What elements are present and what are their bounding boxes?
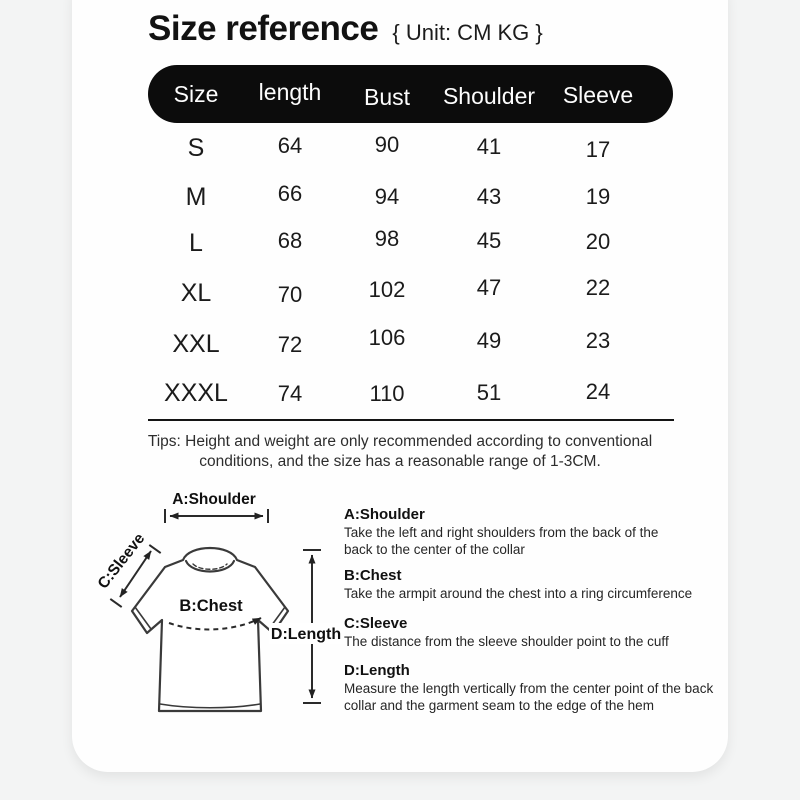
size-cell: XXXL: [164, 379, 228, 407]
page-title-row: [148, 9, 543, 49]
shoulder-cell: 49: [476, 328, 502, 353]
bust-cell: 98: [374, 226, 400, 251]
shoulder-cell: 51: [476, 380, 502, 405]
shoulder-cell: 43: [476, 184, 502, 209]
chest-label: B:Chest: [179, 597, 243, 615]
guide-body: Measure the length vertically from the center point of the back collar and the garment seam to the edge of the hem: [344, 681, 714, 713]
measure-guide: [344, 506, 740, 723]
length-cell: 68: [277, 228, 303, 253]
sleeve-cell: 20: [585, 229, 611, 254]
sleeve-cell: 22: [585, 275, 611, 300]
guide-body: Take the left and right shoulders from the back of the back to the center of the collar: [344, 525, 659, 557]
tshirt-measure-diagram: [85, 483, 345, 733]
size-cell: M: [185, 183, 207, 211]
shoulder-cell: 47: [476, 275, 502, 300]
length-label: D:Length: [270, 626, 342, 643]
shoulder-cell: 45: [476, 228, 502, 253]
page-title: Size reference: [148, 9, 379, 48]
column-header-size: Size: [173, 81, 219, 107]
length-cell: 64: [277, 133, 303, 158]
size-cell: XXL: [172, 330, 220, 358]
bust-cell: 102: [368, 277, 406, 302]
guide-item-length: [344, 662, 740, 714]
tshirt-outline-icon: [132, 548, 288, 711]
length-cell: 74: [277, 381, 303, 406]
guide-heading: B:Chest: [344, 567, 402, 584]
column-header-length: length: [258, 79, 322, 105]
bust-cell: 106: [368, 325, 406, 350]
guide-heading: A:Shoulder: [344, 506, 425, 523]
length-cell: 72: [277, 332, 303, 357]
column-header-shoulder: Shoulder: [442, 83, 536, 109]
length-cell: 66: [277, 181, 303, 206]
guide-body: Take the armpit around the chest into a ring circumference: [344, 586, 693, 601]
size-cell: S: [187, 134, 205, 162]
guide-heading: C:Sleeve: [344, 614, 408, 632]
guide-item-sleeve: [344, 615, 740, 651]
column-header-sleeve: Sleeve: [562, 82, 634, 108]
sleeve-cell: 17: [585, 137, 611, 162]
shoulder-cell: 41: [476, 134, 502, 159]
table-divider: [148, 419, 674, 421]
sleeve-cell: 23: [585, 328, 611, 353]
bust-cell: 94: [374, 184, 400, 209]
bust-cell: 90: [374, 132, 400, 157]
size-table-header: [148, 65, 673, 123]
sleeve-cell: 19: [585, 184, 611, 209]
guide-item-chest: [344, 567, 740, 603]
sleeve-cell: 24: [585, 379, 611, 404]
length-cell: 70: [277, 282, 303, 307]
size-cell: XL: [180, 279, 212, 307]
guide-item-shoulder: [344, 506, 740, 558]
size-cell: L: [189, 229, 203, 257]
shoulder-arrow: [165, 509, 268, 523]
shoulder-label: A:Shoulder: [172, 491, 256, 508]
sleeve-label: C:Sleeve: [94, 530, 149, 593]
tips-note: Tips: Height and weight are only recommended according to conventional conditions, and the size has a reasonable range of 1-3CM.: [147, 433, 653, 470]
column-header-bust: Bust: [363, 84, 411, 110]
unit-note: { Unit: CM KG }: [392, 20, 543, 45]
guide-body: The distance from the sleeve shoulder point to the cuff: [344, 633, 669, 649]
bust-cell: 110: [369, 381, 405, 406]
guide-heading: D:Length: [344, 662, 410, 679]
